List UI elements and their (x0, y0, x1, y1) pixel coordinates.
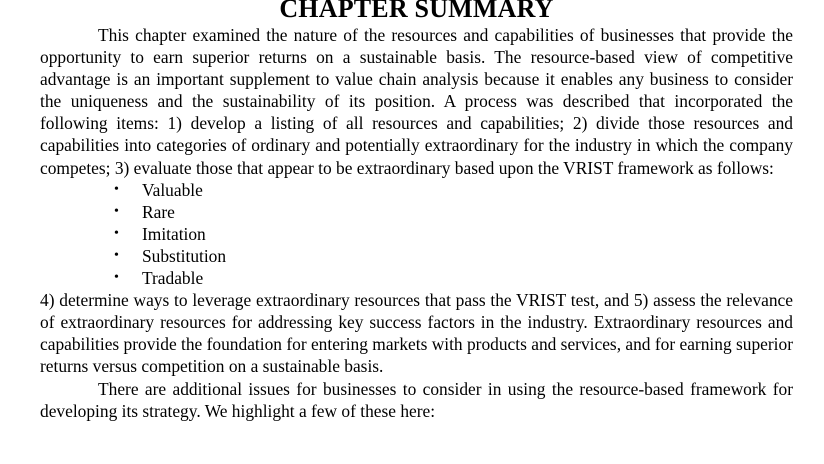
vrist-item-label: Tradable (142, 268, 204, 289)
summary-paragraph-3: There are additional issues for businesses to consider in using the resource-based framework for developing its strategy. We highlight a few of these here: (40, 378, 793, 421)
vrist-item-label: Valuable (142, 179, 203, 200)
vrist-list-item (114, 245, 793, 267)
bullet-icon: • (114, 203, 119, 219)
vrist-list (40, 179, 793, 289)
vrist-list-item (114, 267, 793, 289)
document-page (40, 0, 793, 422)
chapter-title: CHAPTER SUMMARY (279, 0, 554, 23)
vrist-item-label: Substitution (142, 245, 227, 266)
vrist-item-label: Rare (142, 201, 175, 222)
summary-paragraph-1: This chapter examined the nature of the resources and capabilities of businesses that provide the opportunity to earn superior returns on a sustainable basis. The resource-based view of competitive advantage is an important supplement to value chain analysis because it enables any business to consider the uniqueness and the sustainability of its position. A process was described that incorporated the following items: 1) develop a listing of all resources and capabilities; 2) divide those resources and capabilities into categories of ordinary and potentially extraordinary for the industry in which the company competes; 3) evaluate those that appear to be extraordinary based upon the VRIST framework as follows: (40, 25, 793, 178)
bullet-icon: • (114, 181, 119, 197)
summary-paragraph-2: 4) determine ways to leverage extraordinary resources that pass the VRIST test, and 5) assess the relevance of extraordinary resources for addressing key success factors in the industry. Extraordinary resources and capabilities provide the foundation for entering markets with products and services, and for earning superior returns versus competition on a sustainable basis. (40, 290, 793, 377)
vrist-list-item (114, 223, 793, 245)
bullet-icon: • (114, 270, 119, 286)
bullet-icon: • (114, 247, 119, 263)
vrist-list-item (114, 201, 793, 223)
vrist-item-label: Imitation (142, 223, 206, 244)
bullet-icon: • (114, 225, 119, 241)
vrist-list-item (114, 179, 793, 201)
